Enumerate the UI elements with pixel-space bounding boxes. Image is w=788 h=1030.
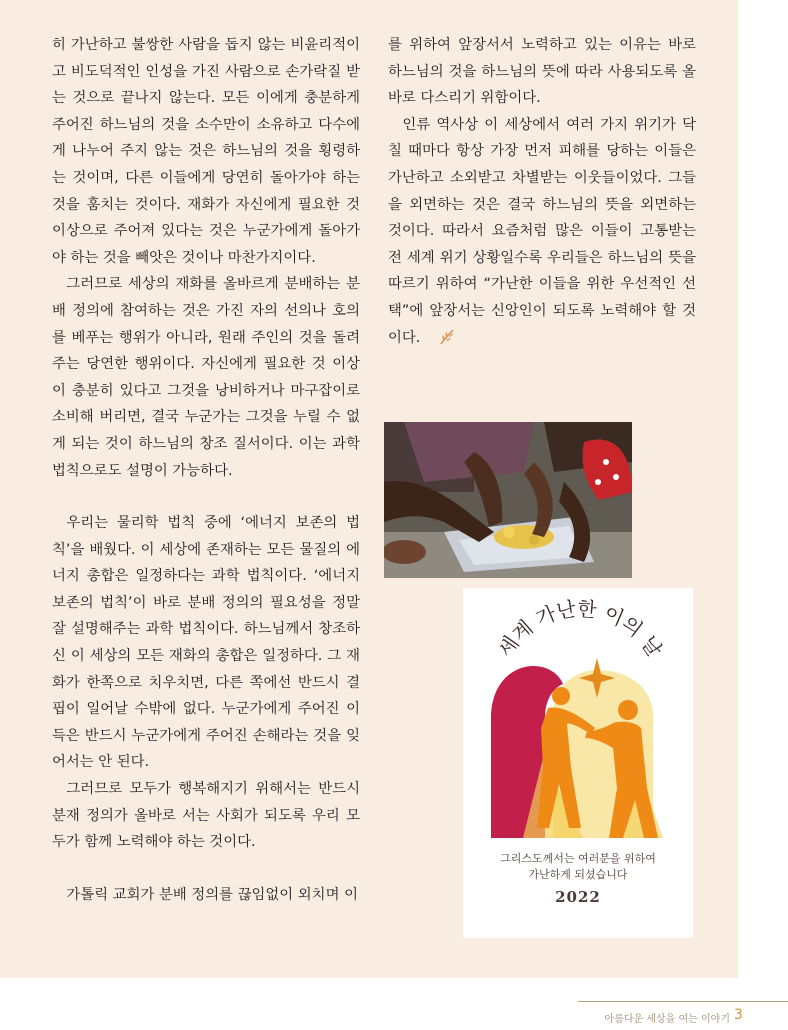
- emblem-caption-line2: 가난하게 되셨습니다: [528, 868, 628, 881]
- emblem-title: [493, 596, 667, 661]
- emblem-year: 2022: [555, 888, 601, 906]
- emblem-caption-line1: 그리스도께서는 여러분을 위하여: [500, 852, 656, 865]
- leaf-end-mark-icon: [424, 328, 454, 355]
- page-number: 3: [734, 1007, 743, 1023]
- paragraph: 그러므로 모두가 행복해지기 위해서는 반드시 분재 정의가 올바로 서는 사회가 되도록 우리 모두가 함께 노력해야 하는 것이다.: [52, 781, 360, 851]
- footer-divider: [578, 1001, 788, 1002]
- paragraph: 히 가난하고 불쌍한 사람을 돕지 않는 비윤리적이고 비도덕적인 인성을 가진 사람으로 손가락질 받는 것으로 끝나지 않는다. 모든 이에게 충분하게 주어진 하느님의 것을 소수만이 소유하고 다수에게 나누어 주지 않는 것은 하느님의 것을 횡령하는 것이며, 다른 이들에게 당연히 돌아가야 하는 것을 훔치는 것이다. 재화가 자신에게 필요한 것 이상으로 주어져 있다는 것은 누군가에게 돌아가야 하는 것을 빼앗은 것이나 마찬가지이다.: [52, 37, 360, 266]
- right-column: [388, 32, 696, 354]
- paragraph: 인류 역사상 이 세상에서 여러 가지 위기가 닥칠 때마다 항상 가장 먼저 피해를 당하는 이들은 가난하고 소외받고 차별받는 이웃들이었다. 그들을 외면하는 것은 결국 하느님의 뜻을 외면하는 것이다. 따라서 요즘처럼 많은 이들이 고통받는 전 세계 위기 상황일수록 우리들은 하느님의 뜻을 따르기 위하여 “가난한 이들을 위한 우선적인 선택”에 앞장서는 신앙인이 되도록 노력해야 할 것이다.: [388, 116, 696, 346]
- paragraph: 를 위하여 앞장서서 노력하고 있는 이유는 바로 하느님의 것을 하느님의 뜻에 따라 사용되도록 올바로 다스리기 위함이다.: [388, 37, 696, 107]
- paragraph-gap: [52, 484, 360, 510]
- paragraph: 우리는 물리학 법칙 중에 ‘에너지 보존의 법칙’을 배웠다. 이 세상에 존재하는 모든 물질의 에너지 총합은 일정하다는 과학 법칙이다. ‘에너지 보존의 법칙’이 바로 분배 정의의 필요성을 정말 잘 설명해주는 과학 법칙이다. 하느님께서 창조하신 이 세상의 모든 재화의 총합은 일정하다. 그 재화가 한쪽으로 치우치면, 다른 쪽에선 반드시 결핍이 일어날 수밖에 없다. 누군가에게 주어진 이득은 반드시 누군가에게 주어진 손해라는 것을 잊어서는 안 된다.: [52, 515, 360, 771]
- paragraph-with-end-mark: [388, 112, 696, 354]
- children-sharing-food-photo: [384, 422, 632, 578]
- left-column: [52, 32, 360, 908]
- paragraph: 그러므로 세상의 재화를 올바르게 분배하는 분배 정의에 참여하는 것은 가진 자의 선의나 호의를 베푸는 행위가 아니라, 원래 주인의 것을 돌려주는 당연한 행위이다. 자신에게 필요한 것 이상이 충분히 있다고 그것을 낭비하거나 마구잡이로 소비해 버리면, 결국 누군가는 그것을 누릴 수 없게 되는 것이 하느님의 창조 질서이다. 이는 과학 법칙으로도 설명이 가능하다.: [52, 276, 360, 479]
- paragraph-gap: [52, 856, 360, 882]
- paragraph: 가톨릭 교회가 분배 정의를 끊임없이 외치며 이: [66, 886, 358, 903]
- footer-title: 아름다운 세상을 여는 이야기: [604, 1014, 730, 1025]
- world-day-of-the-poor-emblem: [463, 588, 693, 938]
- emblem-artwork: [463, 588, 693, 938]
- emblem-title-path: 세계 가난한 이의 날: [493, 596, 667, 662]
